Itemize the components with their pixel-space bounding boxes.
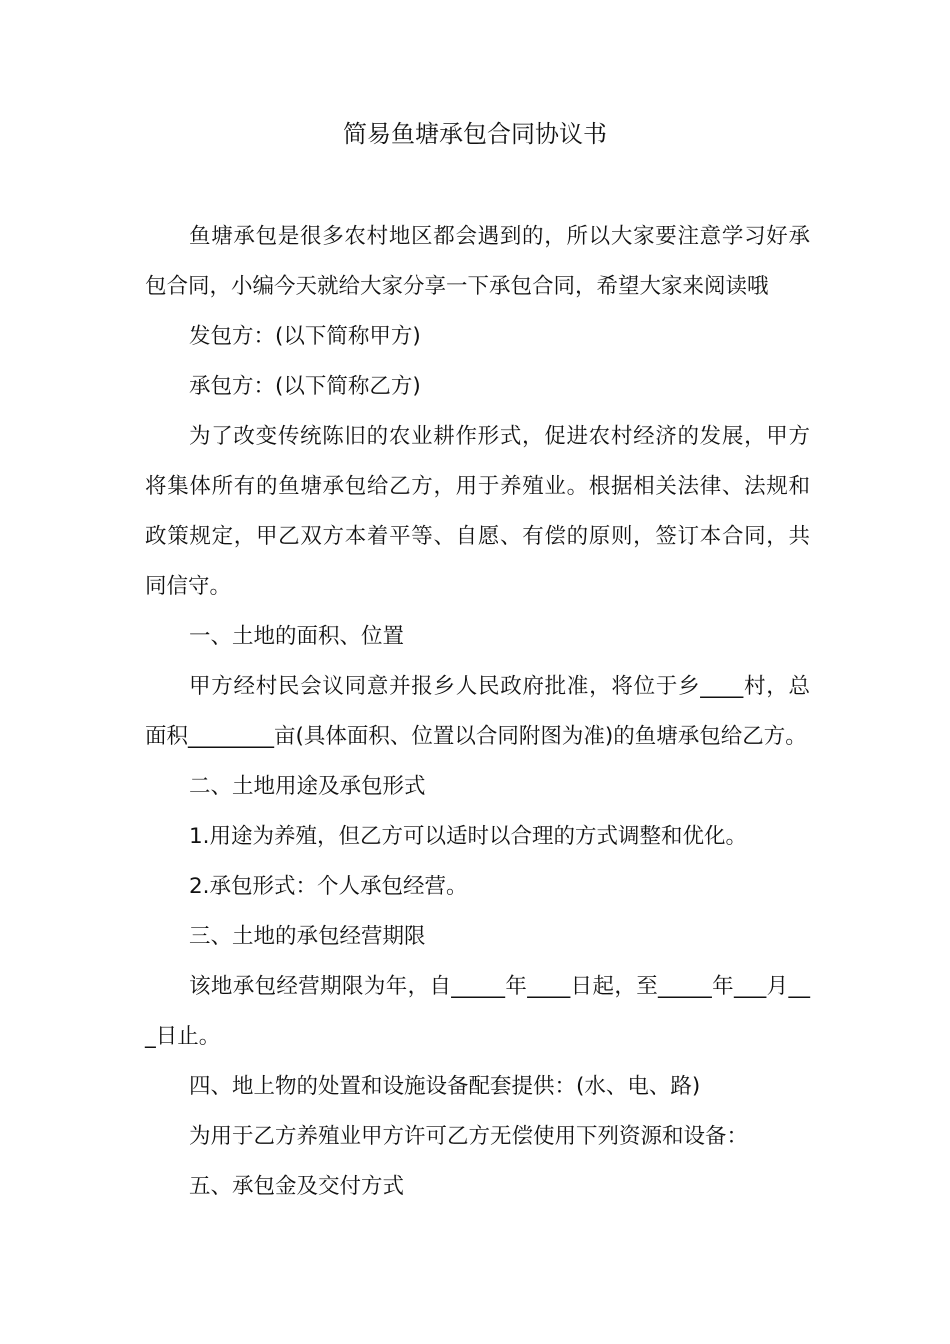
paragraph-term: 该地承包经营期限为年，自_____年____日起，至_____年___月___日止。 xyxy=(145,974,810,1049)
paragraph-usage: 1.用途为养殖，但乙方可以适时以合理的方式调整和优化。 xyxy=(189,824,748,849)
paragraph-contract-form: 2.承包形式：个人承包经营。 xyxy=(189,874,468,899)
document-body xyxy=(145,212,810,1212)
paragraph-land-location: 甲方经村民会议同意并报乡人民政府批准，将位于乡____村，总面积________亩(具体面积、位置以合同附图为准)的鱼塘承包给乙方。 xyxy=(145,674,810,749)
paragraph-party-a: 发包方：(以下简称甲方) xyxy=(189,324,421,349)
section-heading-4: 四、地上物的处置和设施设备配套提供：(水、电、路) xyxy=(189,1074,701,1099)
section-heading-3: 三、土地的承包经营期限 xyxy=(189,924,426,949)
section-heading-2: 二、土地用途及承包形式 xyxy=(189,774,426,799)
section-heading-5: 五、承包金及交付方式 xyxy=(189,1174,405,1199)
paragraph-party-b: 承包方：(以下简称乙方) xyxy=(189,374,421,399)
paragraph-intro: 鱼塘承包是很多农村地区都会遇到的，所以大家要注意学习好承包合同，小编今天就给大家分享一下承包合同，希望大家来阅读哦 xyxy=(145,224,810,299)
section-heading-1: 一、土地的面积、位置 xyxy=(189,624,405,649)
paragraph-preamble: 为了改变传统陈旧的农业耕作形式，促进农村经济的发展，甲方将集体所有的鱼塘承包给乙方，用于养殖业。根据相关法律、法规和政策规定，甲乙双方本着平等、自愿、有偿的原则，签订本合同，共同信守。 xyxy=(145,424,810,599)
paragraph-resources: 为用于乙方养殖业甲方许可乙方无偿使用下列资源和设备： xyxy=(189,1124,749,1149)
document-title: 简易鱼塘承包合同协议书 xyxy=(343,120,607,148)
